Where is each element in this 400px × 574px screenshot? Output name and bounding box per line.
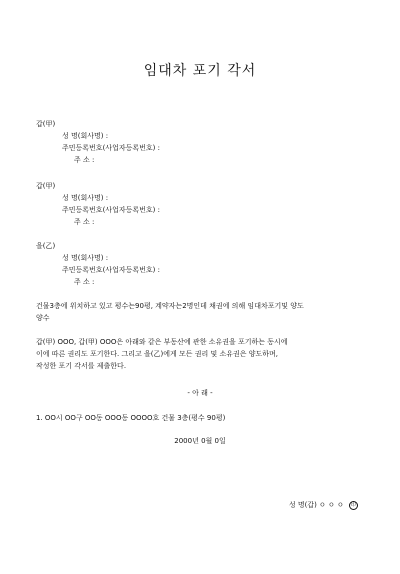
party-id-label: 주민등록번호(사업자등록번호) : <box>62 206 160 214</box>
party-role: 을(乙) <box>36 242 56 250</box>
section-heading: - 아 래 - <box>187 389 213 397</box>
seal-icon: 印 <box>350 501 356 508</box>
party-block-1 <box>36 118 160 166</box>
party-address-label: 주 소 : <box>74 156 95 164</box>
signature-label: 성 명(갑) ㅇ ㅇ ㅇ <box>288 501 344 509</box>
paragraph-line: 양수 <box>36 314 50 322</box>
party-name-label: 성 명(회사명) : <box>62 194 109 202</box>
paragraph-line: 이에 따른 권리도 포기한다. 그리고 을(乙)에게 모든 권리 및 소유권은 양도하며, <box>36 350 279 358</box>
document-date: 2000년 0월 0일 <box>174 437 226 445</box>
paragraph-line: 작성한 포기 각서를 제출한다. <box>36 362 127 370</box>
document-title: 임대차 포기 각서 <box>143 63 257 79</box>
signature-line <box>289 500 358 510</box>
property-description-paragraph <box>36 300 364 324</box>
party-id-label: 주민등록번호(사업자등록번호) : <box>62 266 160 274</box>
party-address-label: 주 소 : <box>74 278 95 286</box>
party-name-label: 성 명(회사명) : <box>62 254 109 262</box>
party-id-label: 주민등록번호(사업자등록번호) : <box>62 144 160 152</box>
party-block-2 <box>36 180 160 228</box>
declaration-paragraph <box>36 336 364 372</box>
party-role: 갑(甲) <box>36 120 56 128</box>
party-name-label: 성 명(회사명) : <box>62 132 109 140</box>
party-block-3 <box>36 240 160 288</box>
party-role: 갑(甲) <box>36 182 56 190</box>
party-address-label: 주 소 : <box>74 218 95 226</box>
item-1: 1. OO시 OO구 OO동 OOO동 OOOO호 건물 3층(평수 90평) <box>36 414 226 422</box>
paragraph-line: 갑(甲) OOO, 갑(甲) OOO은 아래와 같은 부동산에 관한 소유권을 포기하는 동시에 <box>36 338 288 346</box>
paragraph-line: 건물3층에 위치하고 있고 평수는90평, 계약자는2명인데 채권에 의해 임대차포기및 양도 <box>36 302 304 310</box>
